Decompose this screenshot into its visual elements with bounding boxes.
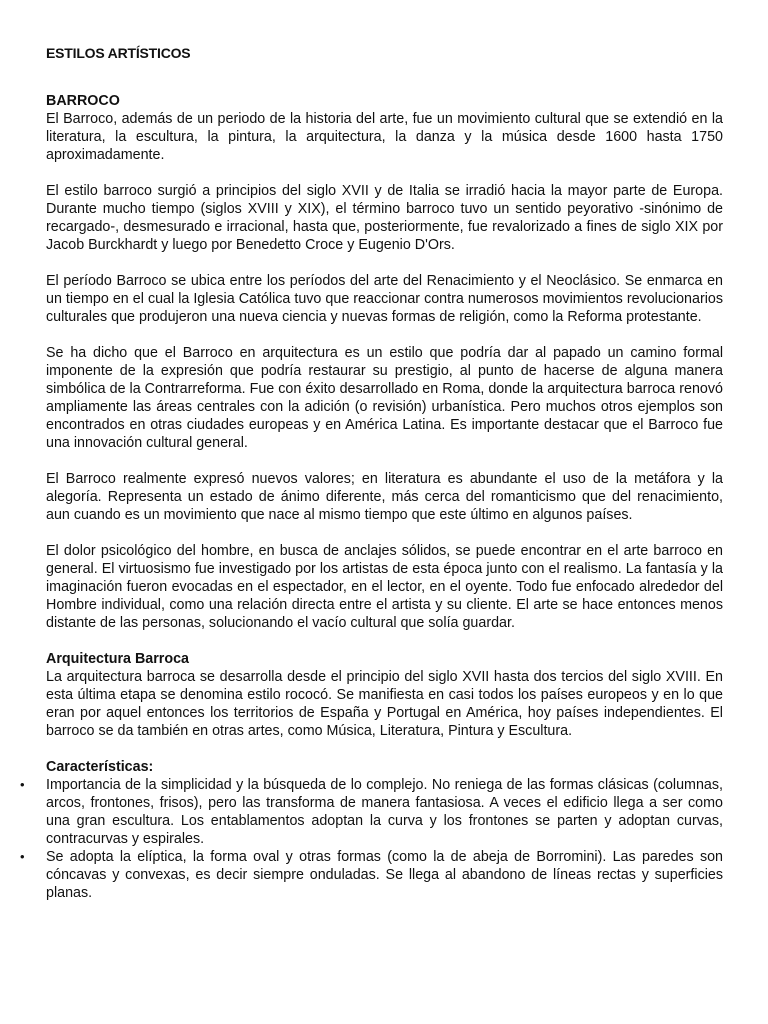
paragraph-2: El estilo barroco surgió a principios del siglo XVII y de Italia se irradió hacia la mayor parte de Europa. Durante mucho tiempo (siglos XVIII y XIX), el término barroco tuvo un sentido peyorativo -sinónimo de recargado-, desmesurado e irracional, hasta que, posteriormente, fue revalorizado a fines de siglo XIX por Jacob Burckhardt y luego por Benedetto Croce y Eugenio D'Ors. [46,183,723,253]
list-item [20,848,723,902]
document-page [20,44,723,902]
architecture-paragraph: La arquitectura barroca se desarrolla desde el principio del siglo XVII hasta dos tercios del siglo XVIII. En esta última etapa se denomina estilo rococó. Se manifiesta en casi todos los países europeos y en lo que eran por aquel entonces los territorios de España y Portugal en América, hoy países independientes. El barroco se da también en otras artes, como Música, Literatura, Pintura y Escultura. [46,669,723,739]
bullet-icon: • [20,777,25,792]
paragraph-5: El Barroco realmente expresó nuevos valores; en literatura es abundante el uso de la metáfora y la alegoría. Representa un estado de ánimo diferente, más cerca del romanticismo que del renacimiento, aun cuando es un movimiento que nace al mismo tiempo que este último en algunos países. [46,471,723,523]
list-item [20,776,723,848]
paragraph-6: El dolor psicológico del hombre, en busca de anclajes sólidos, se puede encontrar en el arte barroco en general. El virtuosismo fue investigado por los artistas de esta época junto con el realismo. La fantasía y la imaginación fueron evocadas en el espectador, en el lector, en el oyente. Todo fue enfocado alrededor del Hombre individual, como una relación directa entre el artista y su cliente. El arte se hace entonces menos distante de las personas, solucionando el vacío cultural que solía guardar. [46,543,723,631]
characteristics-heading: Características: [46,759,154,775]
paragraph-4: Se ha dicho que el Barroco en arquitectura es un estilo que podría dar al papado un camino formal imponente de la expresión que podría restaurar su prestigio, al punto de hacerse de alguna manera simbólica de la Contrarreforma. Fue con éxito desarrollado en Roma, donde la arquitectura barroca renovó ampliamente las áreas centrales con la adición (o revisión) urbanística. Pero muchos otros ejemplos son encontrados en otras ciudades europeas y en América Latina. Es importante destacar que el Barroco fue una innovación cultural general. [46,345,723,451]
paragraph-1: El Barroco, además de un periodo de la historia del arte, fue un movimiento cultural que se extendió en la literatura, la escultura, la pintura, la arquitectura, la danza y la música desde 1600 hasta 1750 aproximadamente. [46,111,723,163]
characteristics-list [20,776,723,902]
list-item-text: Se adopta la elíptica, la forma oval y otras formas (como la de abeja de Borromini). Las paredes son cóncavas y convexas, es decir siempre onduladas. Se llega al abandono de líneas rectas y superficies planas. [46,849,723,901]
paragraph-3: El período Barroco se ubica entre los períodos del arte del Renacimiento y el Neoclásico. Se enmarca en un tiempo en el cual la Iglesia Católica tuvo que reaccionar contra numerosos movimientos revolucionarios culturales que produjeron una nueva ciencia y nuevas formas de religión, como la Reforma protestante. [46,273,723,325]
list-item-text: Importancia de la simplicidad y la búsqueda de lo complejo. No reniega de las formas clásicas (columnas, arcos, frontones, frisos), pero las transforma de manera fantasiosa. A veces el edificio llega a ser como una gran escultura. Los entablamentos adoptan la curva y los frontones se parten y adoptan curvas, contracurvas y espirales. [46,777,723,847]
section-heading: BARROCO [46,93,120,109]
bullet-icon: • [20,849,25,864]
document-title: ESTILOS ARTÍSTICOS [46,45,191,61]
architecture-heading: Arquitectura Barroca [46,651,190,667]
